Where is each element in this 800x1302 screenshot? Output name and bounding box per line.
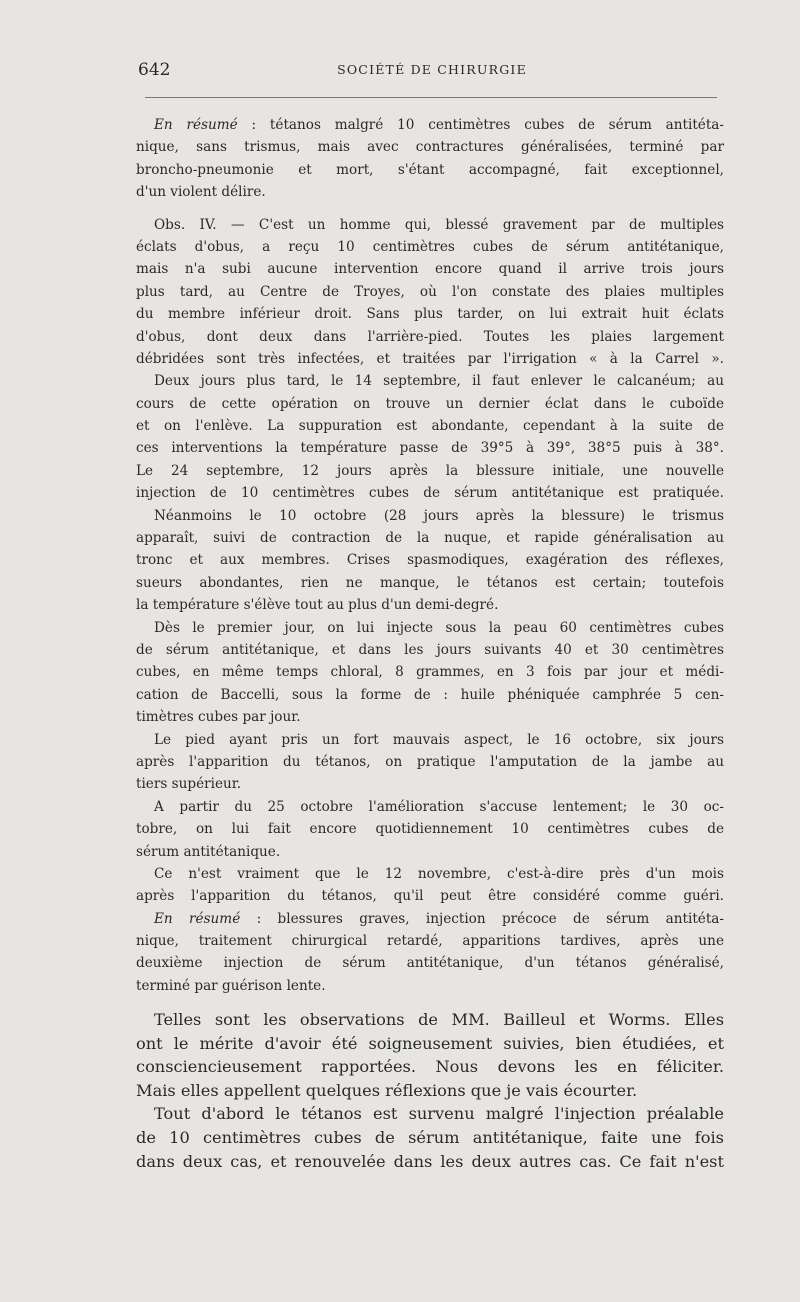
text-line: apparaît, suivi de contraction de la nuque, et rapide généralisation au xyxy=(136,530,724,547)
text-line: timètres cubes par jour. xyxy=(136,709,301,726)
text-line: après l'apparition du tétanos, on pratique l'amputation de la jambe au xyxy=(136,753,724,770)
text-line: terminé par guérison lente. xyxy=(136,977,326,994)
text-line: débridées sont très infectées, et traitées par l'irrigation « à la Carrel ». xyxy=(136,350,724,367)
text-line xyxy=(136,114,724,136)
italic-term: En résumé xyxy=(154,910,241,927)
text-line: cubes, en même temps chloral, 8 grammes, en 3 fois par jour et médi- xyxy=(136,664,724,681)
text-line: consciencieusement rapportées. Nous devons les en féliciter. xyxy=(136,1057,724,1077)
text-line: mais n'a subi aucune intervention encore quand il arrive trois jours xyxy=(136,261,724,278)
text-line: ces interventions la température passe de 39°5 à 39°, 38°5 puis à 38°. xyxy=(136,440,724,457)
text-line: Le pied ayant pris un fort mauvais aspect, le 16 octobre, six jours xyxy=(154,731,724,748)
text-line: deuxième injection de sérum antitétanique, d'un tétanos généralisé, xyxy=(136,955,724,972)
text-line: après l'apparition du tétanos, qu'il peut être considéré comme guéri. xyxy=(136,888,724,905)
spacer xyxy=(136,204,724,214)
text-line: Deux jours plus tard, le 14 septembre, il faut enlever le calcanéum; au xyxy=(154,373,724,390)
text-line xyxy=(136,908,724,930)
text-line: Mais elles appellent quelques réflexions que je vais écourter. xyxy=(136,1080,638,1100)
text-line: éclats d'obus, a reçu 10 centimètres cubes de sérum antitétanique, xyxy=(136,238,724,255)
text-line: Tout d'abord le tétanos est survenu malgré l'injection préalable xyxy=(154,1104,724,1124)
text-line: du membre inférieur droit. Sans plus tarder, on lui extrait huit éclats xyxy=(136,306,724,323)
page-number: 642 xyxy=(138,60,171,80)
text-line: cation de Baccelli, sous la forme de : huile phéniquée camphrée 5 cen- xyxy=(136,686,724,703)
header-rule xyxy=(145,97,717,98)
text-line: d'un violent délire. xyxy=(136,184,266,201)
text-line: broncho-pneumonie et mort, s'étant accompagné, fait exceptionnel, xyxy=(136,161,724,178)
text-line: plus tard, au Centre de Troyes, où l'on constate des plaies multiples xyxy=(136,283,724,300)
text-line: nique, sans trismus, mais avec contractures généralisées, terminé par xyxy=(136,139,724,156)
text-line: Ce n'est vraiment que le 12 novembre, c'est-à-dire près d'un mois xyxy=(154,865,724,882)
text-line: Le 24 septembre, 12 jours après la blessure initiale, une nouvelle xyxy=(136,462,724,479)
running-title: SOCIÉTÉ DE CHIRURGIE xyxy=(337,62,527,77)
text-line: injection de 10 centimètres cubes de sérum antitétanique est pratiquée. xyxy=(136,485,724,502)
observations-text xyxy=(136,114,724,997)
text-line: ont le mérite d'avoir été soigneusement suivies, bien étudiées, et xyxy=(136,1033,724,1053)
text-line: sérum antitétanique. xyxy=(136,843,281,860)
text-line: d'obus, dont deux dans l'arrière-pied. Toutes les plaies largement xyxy=(136,328,724,345)
text-span: : tétanos malgré 10 centimètres cubes de sérum antitéta- xyxy=(237,117,724,133)
page-header xyxy=(138,60,726,84)
text-span: : blessures graves, injection précoce de sérum antitéta- xyxy=(240,910,724,927)
text-line: A partir du 25 octobre l'amélioration s'accuse lentement; le 30 oc- xyxy=(154,798,724,815)
text-line: dans deux cas, et renouvelée dans les deux autres cas. Ce fait n'est xyxy=(136,1151,724,1171)
text-line: de sérum antitétanique, et dans les jours suivants 40 et 30 centimètres xyxy=(136,641,724,658)
text-line: nique, traitement chirurgical retardé, apparitions tardives, après une xyxy=(136,933,724,950)
text-line: sueurs abondantes, rien ne manque, le tétanos est certain; toutefois xyxy=(136,574,724,591)
commentary-text xyxy=(136,1008,724,1173)
text-line: tiers supérieur. xyxy=(136,776,242,793)
text-line: Dès le premier jour, on lui injecte sous la peau 60 centimètres cubes xyxy=(154,619,724,636)
text-line: tobre, on lui fait encore quotidiennement 10 centimètres cubes de xyxy=(136,821,724,838)
text-line: et on l'enlève. La suppuration est abondante, cependant à la suite de xyxy=(136,418,724,435)
text-line: tronc et aux membres. Crises spasmodiques, exagération des réflexes, xyxy=(136,552,724,569)
text-line: la température s'élève tout au plus d'un demi-degré. xyxy=(136,597,499,614)
italic-term: En résumé xyxy=(154,117,238,133)
text-line: cours de cette opération on trouve un dernier éclat dans le cuboïde xyxy=(136,395,724,412)
text-line: Néanmoins le 10 octobre (28 jours après la blessure) le trismus xyxy=(154,507,724,524)
text-line: de 10 centimètres cubes de sérum antitétanique, faite une fois xyxy=(136,1127,724,1147)
text-line: Telles sont les observations de MM. Bailleul et Worms. Elles xyxy=(154,1010,724,1029)
obs-heading-line: Obs. IV. — C'est un homme qui, blessé gravement par de multiples xyxy=(154,216,724,233)
